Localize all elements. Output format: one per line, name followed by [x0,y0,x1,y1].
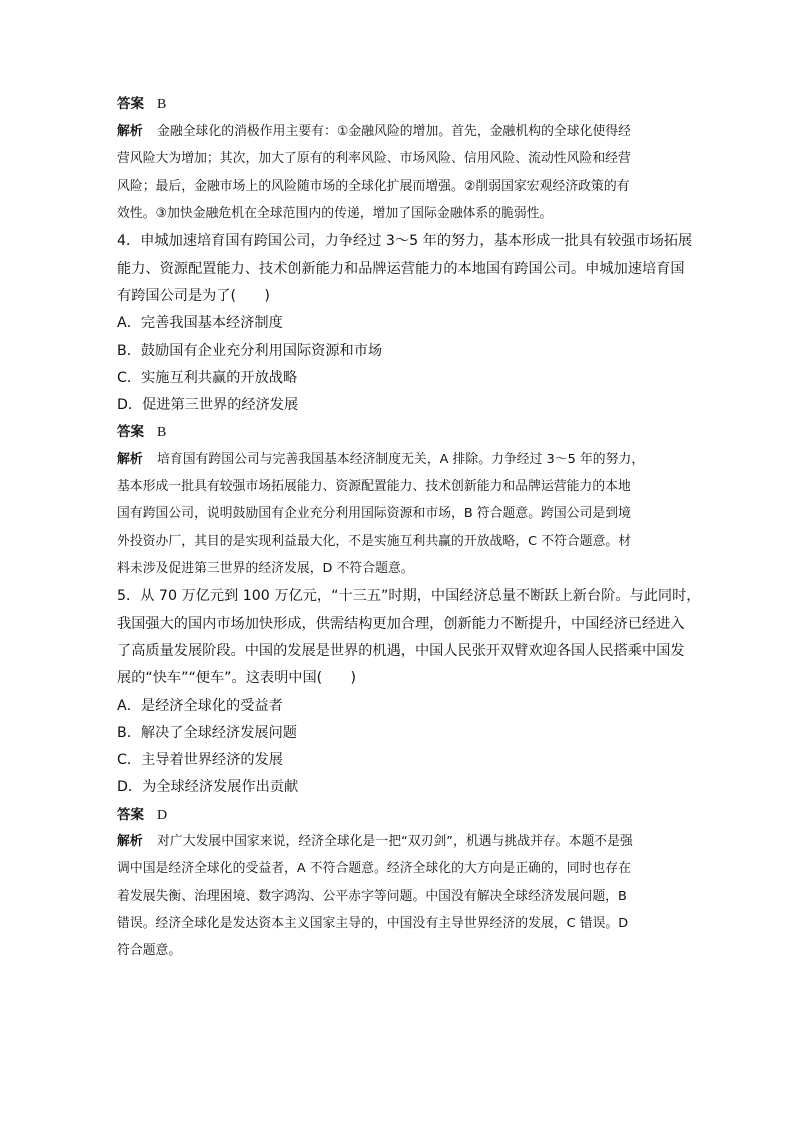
option-c: C．实施互利共赢的开放战略 [117,370,298,386]
explanation-line: 错误。经济全球化是发达资本主义国家主导的，中国没有主导世界经济的发展，C 错误。D [117,916,629,931]
question-4-line: 有跨国公司是为了( ) [117,288,270,304]
option-a: A．完善我国基本经济制度 [117,315,283,331]
answer-value: B [157,425,167,440]
question-5-line: 展的“快车”“便车”。这表明中国( ) [117,670,357,686]
question-4-line: 能力、资源配置能力、技术创新能力和品牌运营能力的本地国有跨国公司。申城加速培育国 [117,261,685,277]
explanation-line: 效性。③加快金融危机在全球范围内的传递，增加了国际金融体系的脆弱性。 [117,206,553,221]
explanation-label: 解析 [117,124,143,139]
explanation-line: 调中国是经济全球化的受益者，A 不符合题意。经济全球化的大方向是正确的，同时也存在 [117,861,631,876]
explanation-label: 解析 [117,452,143,467]
explanation-text: 培育国有跨国公司与完善我国基本经济制度无关，A 排除。力争经过 3～5 年的努力， [157,452,645,467]
option-a: A．是经济全球化的受益者 [117,698,283,714]
answer-value: B [157,97,167,112]
option-b: B．鼓励国有企业充分利用国际资源和市场 [117,343,383,359]
answer-label: 答案 [117,424,144,440]
explanation-line: 营风险大为增加；其次，加大了原有的利率风险、市场风险、信用风险、流动性风险和经营 [117,151,631,166]
answer-row [117,96,166,113]
option-d: D．促进第三世界的经济发展 [117,397,299,413]
question-4-line: 4．申城加速培育国有跨国公司，力争经过 3～5 年的努力，基本形成一批具有较强市场拓展 [117,233,693,249]
explanation-line: 外投资办厂，其目的是实现利益最大化，不是实施互利共赢的开放战略，C 不符合题意。材 [117,534,632,549]
answer-row [117,424,166,441]
explanation-line: 着发展失衡、治理困境、数字鸿沟、公平赤字等问题。中国没有解决全球经济发展问题，B [117,889,627,904]
explanation-text: 对广大发展中国家来说，经济全球化是一把“双刃剑”，机遇与挑战并存。本题不是强 [157,834,633,849]
explanation-label: 解析 [117,834,143,849]
explanation-line [117,834,633,850]
question-5-line: 了高质量发展阶段。中国的发展是世界的机遇，中国人民张开双臂欢迎各国人民搭乘中国发 [117,643,685,659]
option-b: B．解决了全球经济发展问题 [117,725,297,741]
explanation-line: 料未涉及促进第三世界的经济发展，D 不符合题意。 [117,561,414,576]
explanation-line: 国有跨国公司，说明鼓励国有企业充分利用国际资源和市场，B 符合题意。跨国公司是到境 [117,506,631,521]
answer-label: 答案 [117,96,144,112]
explanation-line [117,452,644,468]
explanation-line [117,124,631,140]
question-5-line: 我国强大的国内市场加快形成，供需结构更加合理，创新能力不断提升，中国经济已经进入 [117,616,685,632]
explanation-line: 风险；最后，金融市场上的风险随市场的全球化扩展而增强。②削弱国家宏观经济政策的有 [117,179,630,194]
answer-value: D [157,808,168,823]
explanation-line: 基本形成一批具有较强市场拓展能力、资源配置能力、技术创新能力和品牌运营能力的本地 [117,479,631,494]
explanation-text: 金融全球化的消极作用主要有：①金融风险的增加。首先，金融机构的全球化使得经 [157,124,632,139]
option-d: D．为全球经济发展作出贡献 [117,779,299,795]
question-5-line: 5．从 70 万亿元到 100 万亿元，“十三五”时期，中国经济总量不断跃上新台阶。与此同时， [117,588,701,604]
option-c: C．主导着世界经济的发展 [117,752,283,768]
answer-label: 答案 [117,807,144,823]
explanation-line: 符合题意。 [117,943,182,958]
answer-row [117,807,167,824]
